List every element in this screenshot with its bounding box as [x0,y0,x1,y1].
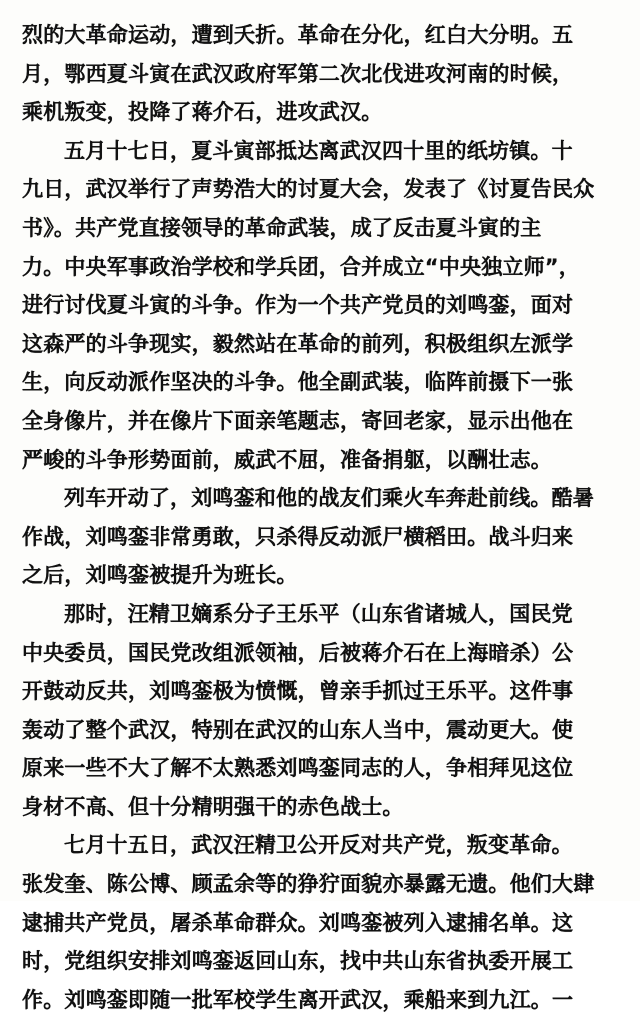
text-line: 张发奎、陈公博、顾孟余等的狰狞面貌亦暴露无遗。他们大肆 [22,872,595,897]
text-line: 轰动了整个武汉，特别在武汉的山东人当中，震动更大。使 [22,717,574,742]
text-line: 全身像片，并在像片下面亲笔题志，寄回老家，显示出他在 [22,408,574,433]
text-line: 严峻的斗争形势面前，威武不屈，准备捐躯，以酬壮志。 [22,447,552,472]
paragraph-start-line: 列车开动了，刘鸣銮和他的战友们乘火车奔赴前线。酷暑 [64,486,594,511]
text-line: 月，鄂西夏斗寅在武汉政府军第二次北伐进攻河南的时候， [22,61,574,86]
text-line: 开鼓动反共，刘鸣銮极为愤慨，曾亲手抓过王乐平。这件事 [22,679,574,704]
text-line: 力。中央军事政治学校和学兵团，合并成立“中央独立师”， [22,254,581,279]
text-line: 身材不高、但十分精明强干的赤色战士。 [22,794,404,819]
text-line: 作。刘鸣銮即随一批军校学生离开武汉，乘船来到九江。一 [22,987,574,1012]
text-line: 生，向反动派作坚决的斗争。他全副武装，临阵前摄下一张 [22,370,574,395]
text-line: 原来一些不大了解不太熟悉刘鸣銮同志的人，争相拜见这位 [22,756,574,781]
text-line: 中央委员，国民党改组派领袖，后被蒋介石在上海暗杀）公 [22,640,574,665]
text-line: 九日，武汉举行了声势浩大的讨夏大会，发表了《讨夏告民众 [22,177,595,202]
text-line: 乘机叛变，投降了蒋介石，进攻武汉。 [22,100,383,125]
text-line: 之后，刘鸣銮被提升为班长。 [22,563,298,588]
paragraph-start-line: 七月十五日，武汉汪精卫公开反对共产党，叛变革命。 [64,833,573,858]
paragraph-start-line: 五月十七日，夏斗寅部抵达离武汉四十里的纸坊镇。十 [64,138,573,163]
text-line: 进行讨伐夏斗寅的斗争。作为一个共产党员的刘鸣銮，面对 [22,293,574,318]
text-line: 烈的大革命运动，遭到夭折。革命在分化，红白大分明。五 [22,23,574,47]
paragraph-start-line: 那时，汪精卫嫡系分子王乐平（山东省诸城人，国民党 [64,601,573,626]
text-line: 逮捕共产党员，屠杀革命群众。刘鸣銮被列入逮捕名单。这 [22,910,574,935]
text-line: 这森严的斗争现实，毅然站在革命的前列，积极组织左派学 [22,331,574,356]
text-line: 时，党组织安排刘鸣銮返回山东，找中共山东省执委开展工 [22,949,574,974]
body-text [22,16,622,1019]
text-line: 作战，刘鸣銮非常勇敢，只杀得反动派尸横稻田。战斗归来 [22,524,574,549]
text-line: 书》。共产党直接领导的革命武装，成了反击夏斗寅的主 [22,215,542,240]
